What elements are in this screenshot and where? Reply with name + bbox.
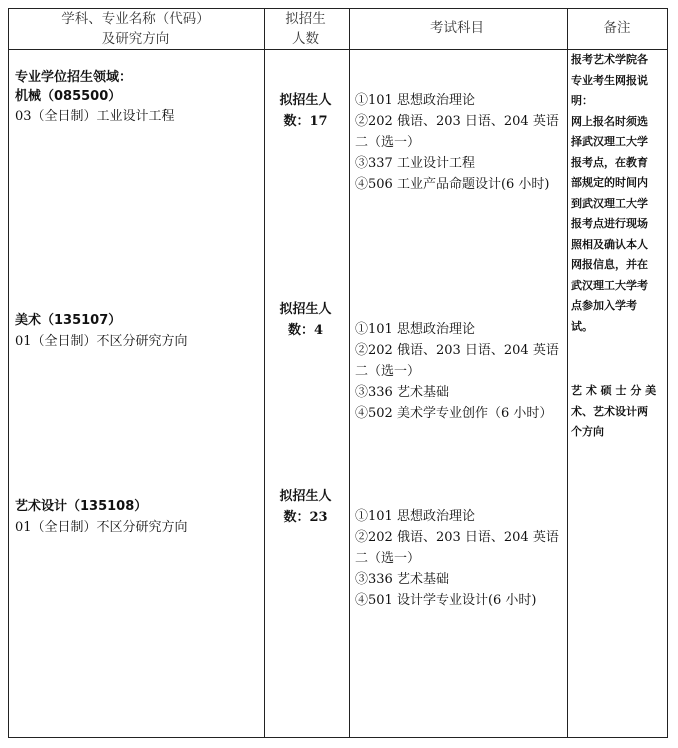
enrollment-count <box>263 486 348 528</box>
note-line: 武汉理工大学考 <box>571 278 648 292</box>
note-line: 报考艺术学院各 <box>571 53 648 66</box>
exam-item: 二（选一） <box>355 135 421 150</box>
notes-directions <box>571 381 665 443</box>
exam-item: ③336 艺术基础 <box>355 572 449 587</box>
enrollment-count <box>263 299 348 341</box>
header-count <box>263 9 348 49</box>
exam-list <box>355 90 559 195</box>
major-name: 美术（135107） <box>15 313 122 328</box>
exam-list <box>355 506 559 611</box>
count-line1: 拟招生人 <box>279 93 332 108</box>
enrollment-count <box>263 90 348 132</box>
exam-item: ①101 思想政治理论 <box>355 93 475 108</box>
header-count-line1: 拟招生 <box>285 11 326 27</box>
note-line: 点参加入学考 <box>571 299 637 312</box>
note-line: 个方向 <box>571 425 604 438</box>
exam-item: ④501 设计学专业设计(6 小时) <box>355 593 537 608</box>
exam-list <box>355 319 559 424</box>
header-exams: 考试科目 <box>430 20 484 36</box>
count-line1: 拟招生人 <box>279 302 332 317</box>
exam-item: ①101 思想政治理论 <box>355 509 475 524</box>
exam-item: ④506 工业产品命题设计(6 小时) <box>355 177 550 192</box>
count-line2: 数：17 <box>283 114 328 129</box>
major-name: 机械（085500） <box>15 89 122 104</box>
exam-item: 二（选一） <box>355 551 421 566</box>
note-line: 专业考生网报说 <box>571 73 648 87</box>
count-line1: 拟招生人 <box>279 489 332 504</box>
exam-item: ②202 俄语、203 日语、204 英语 <box>355 114 559 129</box>
notes-registration <box>571 50 665 337</box>
exam-item: ③337 工业设计工程 <box>355 156 475 171</box>
note-line: 术、艺术设计两 <box>571 404 648 418</box>
header-major <box>8 9 263 49</box>
category-label: 专业学位招生领域： <box>15 70 133 85</box>
note-line: 照相及确认本人 <box>571 237 648 251</box>
exam-item: ②202 俄语、203 日语、204 英语 <box>355 530 559 545</box>
note-line: 报考点进行现场 <box>571 217 648 230</box>
major-name: 艺术设计（135108） <box>15 499 148 514</box>
note-line: 择武汉理工大学 <box>571 135 648 148</box>
exam-item: ①101 思想政治理论 <box>355 322 475 337</box>
note-line: 网报信息，并在 <box>571 258 648 271</box>
note-line: 试。 <box>571 319 593 333</box>
exam-item: 二（选一） <box>355 364 421 379</box>
research-direction: 03（全日制）工业设计工程 <box>15 109 175 124</box>
count-line2: 数：23 <box>283 510 328 525</box>
header-count-line2: 人数 <box>292 31 319 47</box>
exam-item: ④502 美术学专业创作（6 小时） <box>355 406 553 421</box>
count-line2: 数：4 <box>287 323 324 338</box>
note-line: 网上报名时须选 <box>571 114 648 128</box>
note-line: 艺 术 硕 士 分 美 <box>571 384 657 397</box>
header-major-line2: 及研究方向 <box>101 31 170 47</box>
note-line: 报考点，在教育 <box>571 155 648 169</box>
note-line: 明： <box>571 94 593 107</box>
header-major-line1: 学科、专业名称（代码） <box>61 11 210 27</box>
research-direction: 01（全日制）不区分研究方向 <box>15 520 188 535</box>
note-line: 部规定的时间内 <box>571 176 648 189</box>
research-direction: 01（全日制）不区分研究方向 <box>15 334 188 349</box>
exam-item: ③336 艺术基础 <box>355 385 449 400</box>
note-line: 到武汉理工大学 <box>571 196 648 210</box>
column-divider <box>349 9 350 737</box>
header-divider <box>9 49 667 50</box>
column-divider <box>567 9 568 737</box>
header-notes: 备注 <box>603 20 631 36</box>
exam-item: ②202 俄语、203 日语、204 英语 <box>355 343 559 358</box>
